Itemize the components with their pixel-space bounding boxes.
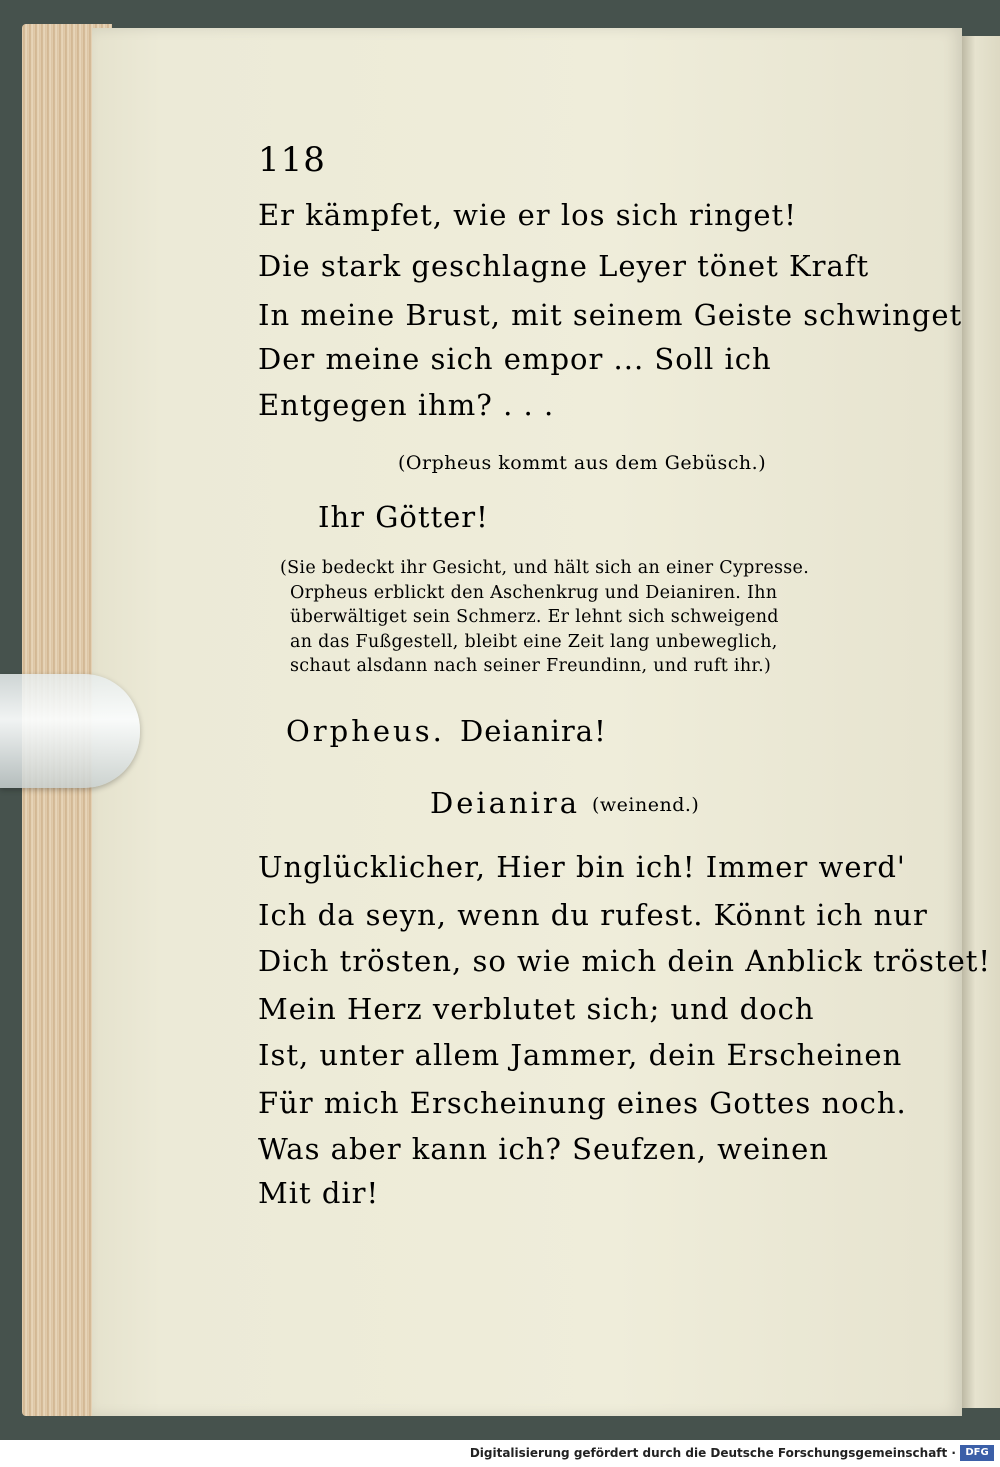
verse-line: Was aber kann ich? Seufzen, weinen — [258, 1132, 829, 1166]
verse-line: Mit dir! — [258, 1176, 380, 1210]
verse-line: Unglücklicher, Hier bin ich! Immer werd' — [258, 850, 906, 884]
footer-credit: Digitalisierung gefördert durch die Deutsche Forschungsgemeinschaft · — [469, 1446, 956, 1460]
verse-line: Mein Herz verblutet sich; und doch — [258, 992, 815, 1026]
page-number: 118 — [258, 140, 326, 180]
book-clip — [0, 674, 140, 788]
speaker-orpheus: Orpheus. — [286, 714, 445, 748]
stage-direction-line: an das Fußgestell, bleibt eine Zeit lang unbeweglich, — [290, 631, 778, 652]
verse-line: Er kämpfet, wie er los sich ringet! — [258, 198, 797, 232]
verse-line: Ich da seyn, wenn du rufest. Könnt ich nur — [258, 898, 928, 932]
verse-line: Deianira! — [460, 714, 607, 748]
verse-line: Die stark geschlagne Leyer tönet Kraft — [258, 249, 870, 283]
dfg-logo-icon[interactable]: DFG — [960, 1445, 994, 1461]
stage-direction: (weinend.) — [592, 794, 700, 816]
verse-line: Ihr Götter! — [318, 500, 489, 534]
verse-line: Der meine sich empor ... Soll ich — [258, 342, 772, 376]
verse-line: Ist, unter allem Jammer, dein Erscheinen — [258, 1038, 903, 1072]
stage-direction-line: (Sie bedeckt ihr Gesicht, und hält sich an einer Cypresse. — [280, 558, 810, 578]
footer-bar — [0, 1440, 1000, 1467]
verse-line: Entgegen ihm? . . . — [258, 388, 555, 422]
verse-line: Dich trösten, so wie mich dein Anblick tröstet! — [258, 944, 992, 978]
speaker-deianira: Deianira — [430, 786, 581, 820]
verse-line: In meine Brust, mit seinem Geiste schwinget — [258, 298, 963, 332]
stage-direction: (Orpheus kommt aus dem Gebüsch.) — [398, 452, 767, 474]
stage-direction-block — [280, 556, 895, 679]
facing-page-edge — [962, 36, 1000, 1408]
stage-direction-line: schaut alsdann nach seiner Freundinn, und ruft ihr.) — [290, 656, 772, 676]
verse-line: Für mich Erscheinung eines Gottes noch. — [258, 1086, 907, 1120]
stage-direction-line: Orpheus erblickt den Aschenkrug und Deianiren. Ihn — [290, 582, 778, 603]
stage-direction-line: überwältiget sein Schmerz. Er lehnt sich schweigend — [290, 607, 779, 627]
